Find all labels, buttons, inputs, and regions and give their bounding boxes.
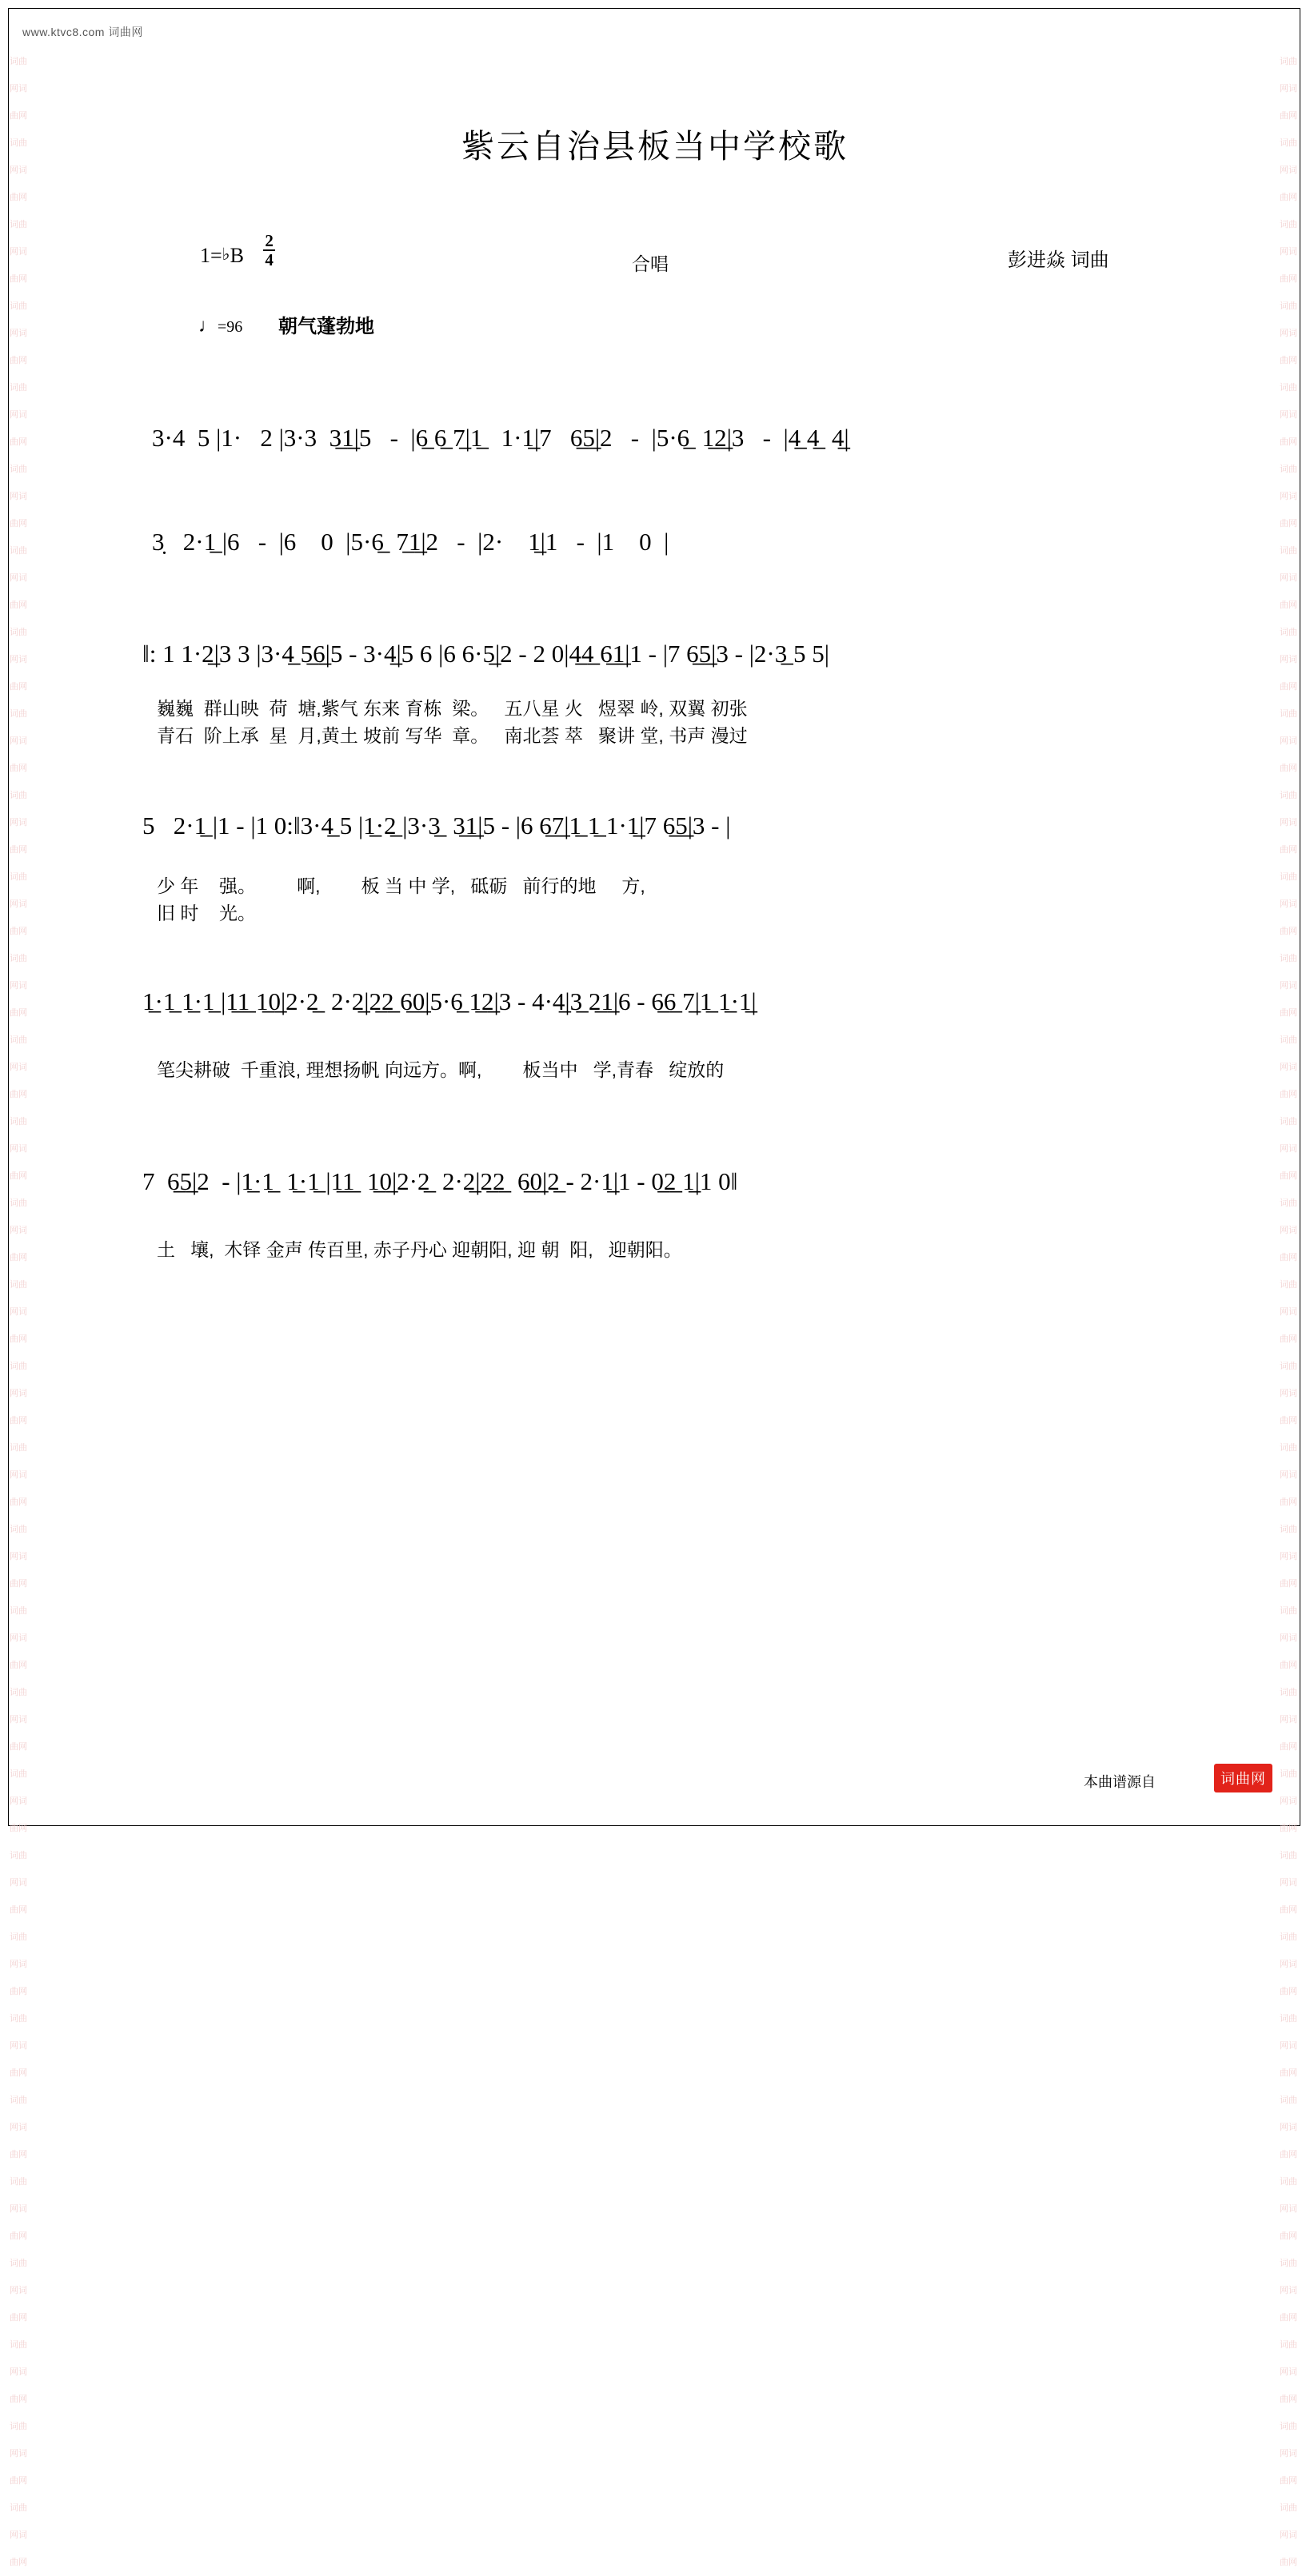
lyrics-verse2-line2: 旧 时 光。 xyxy=(157,903,256,923)
tempo-marking xyxy=(198,316,242,337)
lyrics-verse1-line3: 笔尖耕破 千重浪, 理想扬帆 向远方。啊, 板当中 学,青春 绽放的 xyxy=(157,1059,725,1080)
flat-icon: ♭ xyxy=(222,245,230,265)
notation-system-5: 1̲·1̲ 1̲·1̲ |1̲1̲ 1̲0̲|2·2̲ 2·2̲|2̲2̲ 6̲0̲|5·6̲ 1̲2̲|3 - 4·4̲|3̲ 2̲1̲|6 - 6̲6̲ 7̲|1̲ 1̲·1̲| xyxy=(142,987,757,1015)
quarter-note-icon: ♩ xyxy=(198,316,218,337)
key-signature xyxy=(200,232,275,269)
time-signature-denominator: 4 xyxy=(265,250,274,270)
time-signature xyxy=(263,232,275,269)
key-letter: B xyxy=(230,244,244,268)
lyrics-verse1-line1: 巍巍 群山映 荷 塘,紫气 东来 育栋 梁。 五八星 火 煜翠 岭, 双翼 初张 xyxy=(157,698,748,719)
time-signature-numerator: 2 xyxy=(265,231,274,250)
mood-marking: 朝气蓬勃地 xyxy=(278,316,374,337)
watermark-url: www.ktvc8.com 词曲网 xyxy=(22,26,143,38)
page-title: 紫云自治县板当中学校歌 xyxy=(461,128,849,165)
notation-system-3: ‖: 1 1·2̲|3 3 |3·4̲ 5̲6̲|5 - 3·4̲|5 6 |6 6·5̲|2 - 2 0|4̲4̲ 6̲1̲|1 - |7 6̲5̲|3 - |2·3̲ 5 5| xyxy=(142,640,829,668)
lyrics-verse1-line2: 少 年 强。 啊, 板 当 中 学, 砥砺 前行的地 方, xyxy=(157,875,645,896)
lyrics-verse2-line1: 青石 阶上承 星 月,黄土 坡前 写华 章。 南北荟 萃 聚讲 堂, 书声 漫过 xyxy=(157,725,748,746)
watermark-column-left: 词曲网词曲网词曲网词曲网词曲网词曲网词曲网词曲网词曲网词曲网词曲网词曲网词曲网词曲网词曲网词曲网词曲网词曲网词曲网词曲网词曲网词曲网词曲网词曲网词曲网词曲网词曲网词曲网词曲网词曲网词曲网词曲网词曲网词曲网词曲网词曲网词曲网词曲网词曲网词曲网词曲网词曲网词曲网词曲网词曲网词曲网词曲网词曲网词曲网词曲网词曲网词曲网词曲网词曲网词曲网词曲网词曲网词曲网词曲网词曲网词曲网词曲网 xyxy=(10,57,27,2567)
tempo-value: =96 xyxy=(218,318,243,336)
credits-label: 彭进焱 词曲 xyxy=(1008,249,1109,271)
source-note: 本曲谱源自 xyxy=(1084,1774,1156,1790)
watermark-column-right: 词曲网词曲网词曲网词曲网词曲网词曲网词曲网词曲网词曲网词曲网词曲网词曲网词曲网词曲网词曲网词曲网词曲网词曲网词曲网词曲网词曲网词曲网词曲网词曲网词曲网词曲网词曲网词曲网词曲网词曲网词曲网词曲网词曲网词曲网词曲网词曲网词曲网词曲网词曲网词曲网词曲网词曲网词曲网词曲网词曲网词曲网词曲网词曲网词曲网词曲网词曲网词曲网词曲网词曲网词曲网词曲网词曲网词曲网词曲网词曲网词曲网词曲网 xyxy=(1280,57,1297,2567)
notation-system-1: 3·4 5 |1· 2 |3·3 3̲1̲|5 - |6̲ 6̲ 7̲|1̲ 1·1̲|7 6̲5̲|2 - |5·6̲ 1̲2̲|3 - |4̲ 4̲ 4̲| xyxy=(152,424,849,452)
notation-system-4: 5 2·1̲ |1 - |1 0:‖3·4̲ 5 |1̲·2̲ |3·3̲ 3̲1̲|5 - |6 6̲7̲|1̲ 1̲ 1·1̲|7 6̲5̲|3 - | xyxy=(142,811,731,839)
key-signature-label: 1= xyxy=(200,244,222,268)
lyrics-verse1-line4: 土 壤, 木铎 金声 传百里, 赤子丹心 迎朝阳, 迎 朝 阳, 迎朝阳。 xyxy=(157,1239,682,1260)
notation-system-6: 7 6̲5̲|2 - |1̲·1̲ 1̲·1̲ |1̲1̲ 1̲0̲|2·2̲ 2·2̲|2̲2̲ 6̲0̲|2̲ - 2·1̲|1 - 0̲2̲ 1̲|1 0‖ xyxy=(142,1167,738,1195)
site-logo[interactable]: 词曲网 xyxy=(1214,1764,1272,1792)
notation-system-2: 3̣ 2·1̲ |6 - |6 0 |5·6̲ 7̲1̲|2 - |2· 1̲|1 - |1 0 | xyxy=(152,528,669,556)
voicing-label: 合唱 xyxy=(632,253,669,274)
